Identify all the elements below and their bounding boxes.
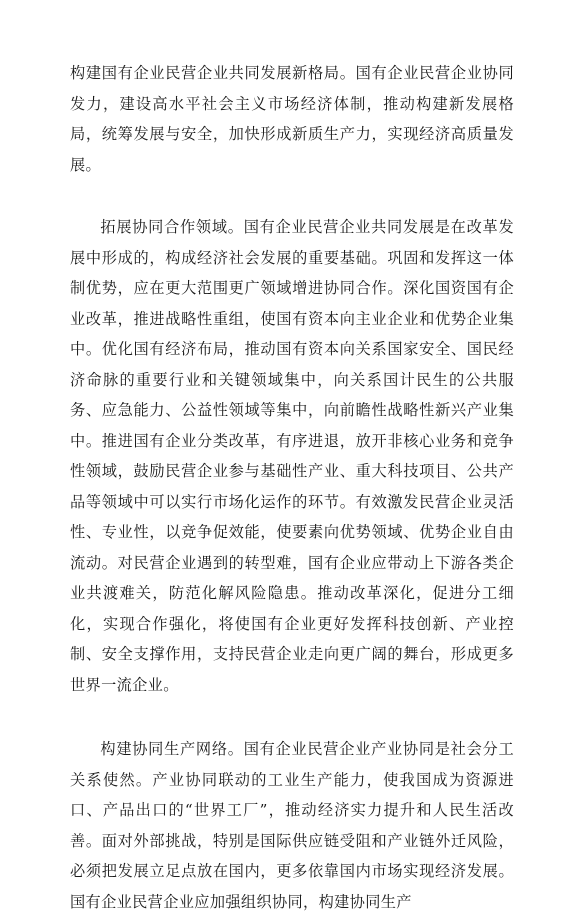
paragraph-production-network: 构建协同生产网络。国有企业民营企业产业协同是社会分工关系使然。产业协同联动的工业生产能力，使我国成为资源进口、产品出口的“世界工厂”，推动经济实力提升和人民生活改善。面对外部挑战，特别是国际供应链受阻和产业链外迁风险，必须把发展立足点放在国内，更多依靠国内市场实现经济发展。国有企业民营企业应加强组织协同，构建协同生产 bbox=[70, 740, 514, 911]
paragraph-intro: 构建国有企业民营企业共同发展新格局。国有企业民营企业协同发力，建设高水平社会主义市场经济体制，推动构建新发展格局，统筹发展与安全，加快形成新质生产力，实现经济高质量发展。 bbox=[70, 64, 514, 174]
paragraph-expand-cooperation: 拓展协同合作领域。国有企业民营企业共同发展是在改革发展中形成的，构成经济社会发展的重要基础。巩固和发挥这一体制优势，应在更大范围更广领域增进协同合作。深化国资国有企业改革，推进战略性重组，使国有资本向主业企业和优势企业集中。优化国有经济布局，推动国有资本向关系国家安全、国民经济命脉的重要行业和关键领域集中，向关系国计民生的公共服务、应急能力、公益性领域等集中，向前瞻性战略性新兴产业集中。推进国有企业分类改革，有序进退，放开非核心业务和竞争性领域，鼓励民营企业参与基础性产业、重大科技项目、公共产品等领域中可以实行市场化运作的环节。有效激发民营企业灵活性、专业性，以竞争促效能，使要素向优势领域、优势企业自由流动。对民营企业遇到的转型难，国有企业应带动上下游各类企业共渡难关，防范化解风险隐患。推动改革深化，促进分工细化，实现合作强化，将使国有企业更好发挥科技创新、产业控制、安全支撑作用，支持民营企业走向更广阔的舞台，形成更多世界一流企业。 bbox=[70, 218, 514, 694]
